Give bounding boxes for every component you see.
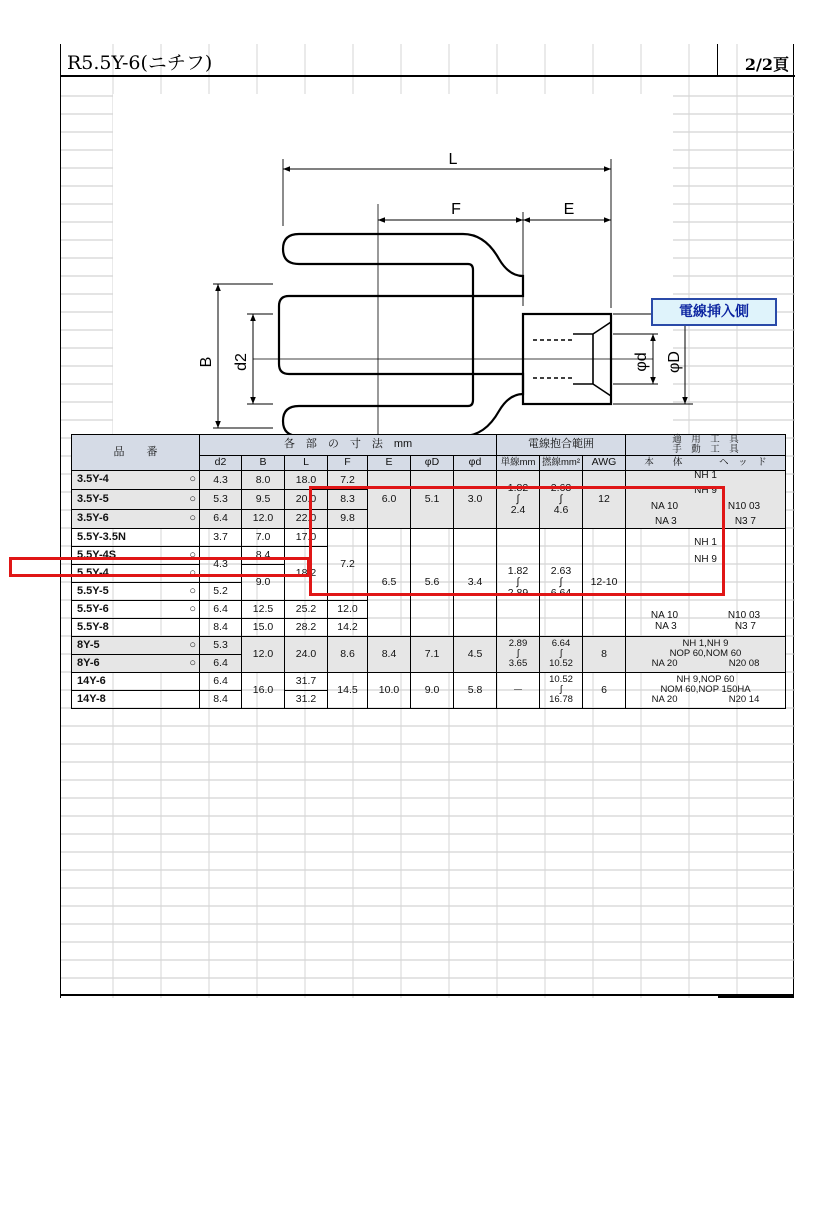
part-5-5y-4s: 5.5Y-4S <box>77 548 117 561</box>
part-cell <box>72 654 200 672</box>
col-tool-body-head <box>626 455 786 470</box>
range-top: 2.63 <box>550 481 572 494</box>
g14-F: 14.5 <box>328 672 368 708</box>
range-bottom: 10.52 <box>549 658 573 670</box>
highlight-box-5-5y-group <box>309 486 725 596</box>
range-top: 2.89 <box>508 638 528 650</box>
circle-mark-icon: ○ <box>189 511 196 524</box>
page-number: 2/2頁 <box>744 55 789 74</box>
range-wave: ∫ <box>559 648 563 660</box>
range-bottom: 6.64 <box>550 586 572 599</box>
range-wave: ∫ <box>559 575 563 588</box>
tool-nh1: NH 1 <box>694 537 717 549</box>
bottom-rule <box>60 994 794 996</box>
tool-line1: NH 9,NOP 60 <box>676 674 735 686</box>
page-cell-divider <box>717 44 718 75</box>
cell-F: 9.8 <box>328 509 368 528</box>
cell-d2: 6.4 <box>200 672 242 690</box>
tool-line2: NOP 60,NOM 60 <box>669 648 742 660</box>
circle-mark-icon: ○ <box>189 473 196 486</box>
circle-mark-icon: ○ <box>189 584 196 597</box>
tool-na10: NA 10 <box>650 610 679 622</box>
cell-B: 8.4 <box>242 546 285 564</box>
part-cell <box>72 490 200 509</box>
cell-B: 9.5 <box>242 490 285 509</box>
part-cell <box>72 528 200 546</box>
tool-na20: NA 20 <box>651 658 678 670</box>
tool-n1003: N10 03 <box>727 500 761 512</box>
cell-F: 7.2 <box>328 470 368 489</box>
range-wave: ∫ <box>516 648 520 660</box>
g8-single-range <box>497 636 540 672</box>
g14-phiD: 9.0 <box>411 672 454 708</box>
cell-L: 31.2 <box>285 690 328 708</box>
col-d2: d2 <box>200 455 242 470</box>
cell-L: 25.2 <box>285 600 328 618</box>
highlight-box-5-5y-6-row <box>9 557 310 577</box>
part-5-5y-6: 5.5Y-6 <box>77 602 109 615</box>
part-3-5y-5: 3.5Y-5 <box>77 492 109 505</box>
cell-L: 18.0 <box>285 470 328 489</box>
g8-B: 12.0 <box>242 636 285 672</box>
label-phid: φd <box>633 352 650 372</box>
col-phiD: φD <box>411 455 454 470</box>
cell-d2: 3.7 <box>200 528 242 546</box>
col-tool-body: 本 体 <box>644 456 683 468</box>
g55-awg: 12-10 <box>583 528 626 636</box>
cell-d2: 5.3 <box>200 490 242 509</box>
part-cell <box>72 672 200 690</box>
range-wave: ∫ <box>516 492 520 505</box>
g8-phiD: 7.1 <box>411 636 454 672</box>
g14-strand-range <box>540 672 583 708</box>
g35-awg: 12 <box>583 470 626 528</box>
g55-d2-shared: 4.3 <box>200 546 242 582</box>
g55-phid: 3.4 <box>454 528 497 636</box>
circle-mark-icon: ○ <box>189 638 196 651</box>
label-d2: d2 <box>233 353 250 371</box>
cell-d2: 6.4 <box>200 509 242 528</box>
cell-L: 17.0 <box>285 528 328 546</box>
bottom-tick <box>718 996 794 998</box>
col-E: E <box>368 455 411 470</box>
terminal-drawing <box>113 94 683 460</box>
g35-E: 6.0 <box>368 470 411 528</box>
col-stranded-wire: 撚線mm² <box>540 455 583 470</box>
cell-L: 20.0 <box>285 490 328 509</box>
g35-phid: 3.0 <box>454 470 497 528</box>
cell-d2: 6.4 <box>200 654 242 672</box>
col-F: F <box>328 455 368 470</box>
range-wave: ∫ <box>559 492 563 505</box>
cell-B: 12.0 <box>242 509 285 528</box>
g14-awg: 6 <box>583 672 626 708</box>
range-top: 6.64 <box>551 638 571 650</box>
range-top: 10.52 <box>549 674 573 686</box>
circle-mark-icon: ○ <box>189 602 196 615</box>
range-wave: ∫ <box>559 684 563 696</box>
range-top: 2.63 <box>550 564 572 577</box>
cell-d2: 8.4 <box>200 690 242 708</box>
part-8y-6: 8Y-6 <box>77 656 100 669</box>
part-5-5y-8: 5.5Y-8 <box>77 620 109 633</box>
part-cell <box>72 600 200 618</box>
label-phiD: φD <box>666 351 683 373</box>
g55-phiD: 5.6 <box>411 528 454 636</box>
range-bottom: 3.65 <box>508 658 528 670</box>
wire-insertion-side-badge: 電線挿入側 <box>651 298 777 326</box>
wire-range-header: 電線抱合範囲 <box>497 435 626 456</box>
tool-nh9: NH 9 <box>694 485 717 497</box>
part-3-5y-4: 3.5Y-4 <box>77 473 109 486</box>
tool-na3: NA 3 <box>655 620 677 632</box>
cell-d2: 4.3 <box>200 470 242 489</box>
circle-mark-icon: ○ <box>189 548 196 561</box>
tool-na10: NA 10 <box>650 500 679 512</box>
part-5-5y-5: 5.5Y-5 <box>77 584 109 597</box>
tool-n2014: N20 14 <box>728 694 760 706</box>
circle-mark-icon: ○ <box>189 566 196 579</box>
header-rule <box>61 75 795 77</box>
cell-d2: 5.2 <box>200 582 242 600</box>
tool-line1: NH 1,NH 9 <box>682 638 729 650</box>
tool-nh9: NH 9 <box>694 553 717 565</box>
tool-na20: NA 20 <box>651 694 678 706</box>
cell-L: 31.7 <box>285 672 328 690</box>
g14-E: 10.0 <box>368 672 411 708</box>
cell-B: 8.0 <box>242 470 285 489</box>
part-cell <box>72 690 200 708</box>
tool-n2008: N20 08 <box>728 658 760 670</box>
part-14y-8: 14Y-8 <box>77 692 106 705</box>
range-bottom: 4.6 <box>553 503 569 516</box>
label-F: F <box>451 201 461 218</box>
label-E: E <box>563 201 575 218</box>
range-bottom: 16.78 <box>549 694 573 706</box>
col-L: L <box>285 455 328 470</box>
range-top: 1.82 <box>507 481 529 494</box>
cell-d2: 8.4 <box>200 618 242 636</box>
col-B: B <box>242 455 285 470</box>
fork-terminal-outline <box>279 234 523 436</box>
label-B: B <box>198 356 215 368</box>
g55-E: 6.5 <box>368 528 411 636</box>
g8-tools <box>626 636 786 672</box>
circle-mark-icon: ○ <box>189 656 196 669</box>
g55-B-shared: 9.0 <box>242 564 285 600</box>
g55-F-shared: 7.2 <box>328 528 368 600</box>
cell-B: 7.0 <box>242 528 285 546</box>
cell-B: 15.0 <box>242 618 285 636</box>
g14-tools <box>626 672 786 708</box>
tool-n37: N3 7 <box>734 620 756 632</box>
part-5-5y-4: 5.5Y-4 <box>77 566 109 579</box>
col-single-wire: 単線mm <box>497 455 540 470</box>
cell-F: 14.2 <box>328 618 368 636</box>
cell-d2: 5.3 <box>200 636 242 654</box>
tool-nh1: NH 1 <box>694 469 717 481</box>
range-wave: ∫ <box>516 575 520 588</box>
part-cell <box>72 582 200 600</box>
part-5-5y-3-5n: 5.5Y-3.5N <box>77 530 126 543</box>
g8-awg: 8 <box>583 636 626 672</box>
tool-na3: NA 3 <box>655 516 677 528</box>
range-bottom: 2.4 <box>510 503 526 516</box>
g35-phiD: 5.1 <box>411 470 454 528</box>
part-8y-5: 8Y-5 <box>77 638 100 651</box>
tool-n1003: N10 03 <box>727 610 761 622</box>
range-bottom: 2.89 <box>507 586 529 599</box>
tool-n37: N3 7 <box>734 516 756 528</box>
g14-B: 16.0 <box>242 672 285 708</box>
tools-header <box>626 435 786 456</box>
g55-L-shared: 18.2 <box>285 546 328 600</box>
g8-L: 24.0 <box>285 636 328 672</box>
part-cell <box>72 618 200 636</box>
cell-L: 22.0 <box>285 509 328 528</box>
cell-L: 28.2 <box>285 618 328 636</box>
tool-line2: NOM 60,NOP 150HA <box>660 684 751 696</box>
cell-F: 8.3 <box>328 490 368 509</box>
part-number-header: 品 番 <box>72 435 200 471</box>
cell-d2: 6.4 <box>200 600 242 618</box>
col-tool-head: ヘ ッ ド <box>719 456 767 468</box>
label-L: L <box>448 151 458 168</box>
cell-F: 12.0 <box>328 600 368 618</box>
document-title: R5.5Y-6(ニチフ) <box>67 52 213 74</box>
cell-B: 12.5 <box>242 600 285 618</box>
g14-single: － <box>497 672 540 708</box>
g14-phid: 5.8 <box>454 672 497 708</box>
part-3-5y-6: 3.5Y-6 <box>77 511 109 524</box>
circle-mark-icon: ○ <box>189 492 196 505</box>
col-phid: φd <box>454 455 497 470</box>
dimensions-header: 各 部 の 寸 法 mm <box>200 435 497 456</box>
tools-header-mid: 手 動 工 具 <box>672 443 739 455</box>
part-cell <box>72 509 200 528</box>
part-cell <box>72 636 200 654</box>
g8-phid: 4.5 <box>454 636 497 672</box>
tools-header-top: 適 用 工 具 <box>672 434 739 445</box>
g8-strand-range <box>540 636 583 672</box>
range-top: 1.82 <box>507 564 529 577</box>
part-cell <box>72 470 200 489</box>
col-awg: AWG <box>583 455 626 470</box>
g8-F: 8.6 <box>328 636 368 672</box>
part-14y-6: 14Y-6 <box>77 674 106 687</box>
g8-E: 8.4 <box>368 636 411 672</box>
